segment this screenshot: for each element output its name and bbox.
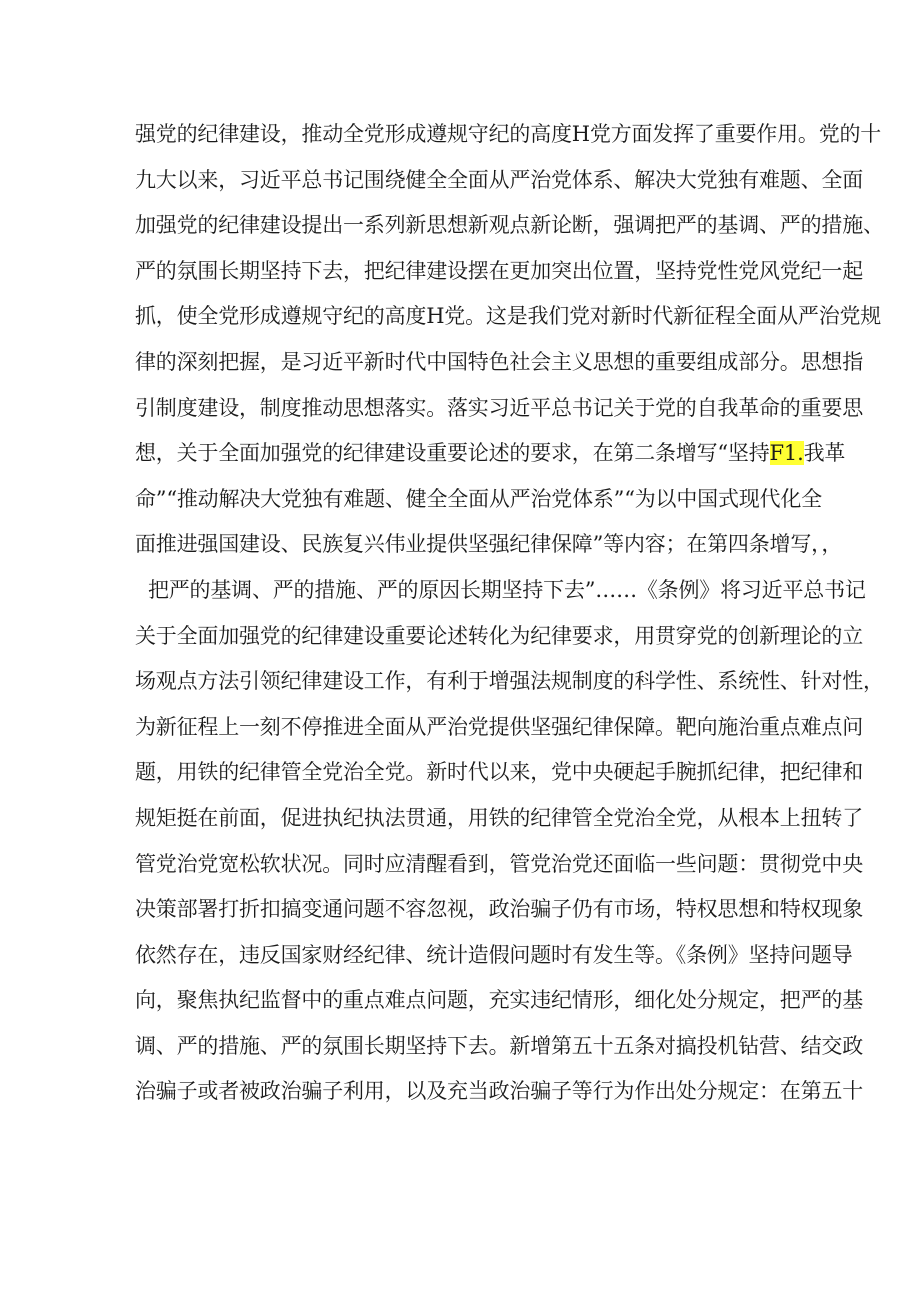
- text-line: 治骗子或者被政治骗子利用，以及充当政治骗子等行为作出处分规定：在第五十: [135, 1079, 863, 1104]
- text-line: 严的氛围长期坚持下去，把纪律建设摆在更加突出位置，坚持党性党风党纪一起: [135, 258, 863, 283]
- text-line: 向，聚焦执纪监督中的重点难点问题，充实违纪情形，细化处分规定，把严的基: [135, 988, 863, 1013]
- text-line: 为新征程上一刻不停推进全面从严治党提供坚强纪律保障。靶向施治重点难点问: [135, 714, 863, 739]
- text-line: 决策部署打折扣搞变通问题不容忽视，政治骗子仍有市场，特权思想和特权现象: [135, 897, 863, 922]
- text-line: 场观点方法引领纪律建设工作，有利于增强法规制度的科学性、系统性、针对性，: [135, 669, 884, 694]
- text-line: 命”“推动解决大党独有难题、健全全面从严治党体系”“为以中国式现代化全: [135, 486, 822, 511]
- text-line: 关于全面加强党的纪律建设重要论述转化为纪律要求，用贯穿党的创新理论的立: [135, 623, 863, 648]
- text-line: 九大以来，习近平总书记围绕健全全面从严治党体系、解决大党独有难题、全面: [135, 167, 863, 192]
- text-line: 引制度建设，制度推动思想落实。落实习近平总书记关于党的自我革命的重要思: [135, 395, 863, 420]
- text-line: 依然存在，违反国家财经纪律、统计造假问题时有发生等。《条例》坚持问题导: [135, 942, 853, 967]
- body-text: [135, 112, 884, 1115]
- highlighted-text: F1.: [769, 441, 804, 466]
- text-line: 规矩挺在前面，促进执纪执法贯通，用铁的纪律管全党治全党，从根本上扭转了: [135, 805, 863, 830]
- text-line-highlighted: [135, 431, 846, 477]
- text-line: 抓，使全党形成遵规守纪的高度H党。这是我们党对新时代新征程全面从严治党规: [135, 304, 882, 329]
- text-line: 强党的纪律建设，推动全党形成遵规守纪的高度H党方面发挥了重要作用。党的十: [135, 122, 882, 146]
- text-line: 加强党的纪律建设提出一系列新思想新观点新论断，强调把严的基调、严的措施、: [135, 213, 884, 238]
- text-line: 管党治党宽松软状况。同时应清醒看到，管党治党还面临一些问题：贯彻党中央: [135, 851, 863, 876]
- text-line: 把严的基调、严的措施、严的原因长期坚持下去”……《条例》将习近平总书记: [135, 577, 866, 602]
- text-line: 调、严的措施、严的氛围长期坚持下去。新增第五十五条对搞投机钻营、结交政: [135, 1033, 863, 1058]
- text-segment: 我革: [803, 441, 846, 466]
- text-line: 律的深刻把握，是习近平新时代中国特色社会主义思想的重要组成部分。思想指: [135, 349, 863, 374]
- text-line: 面推进强国建设、民族复兴伟业提供坚强纪律保障”等内容；在第四条增写，，: [135, 532, 843, 557]
- text-line: 题，用铁的纪律管全党治全党。新时代以来，党中央硬起手腕抓纪律，把纪律和: [135, 760, 863, 785]
- text-segment: 想，关于全面加强党的纪律建设重要论述的要求，在第二条增写“坚持: [135, 441, 770, 466]
